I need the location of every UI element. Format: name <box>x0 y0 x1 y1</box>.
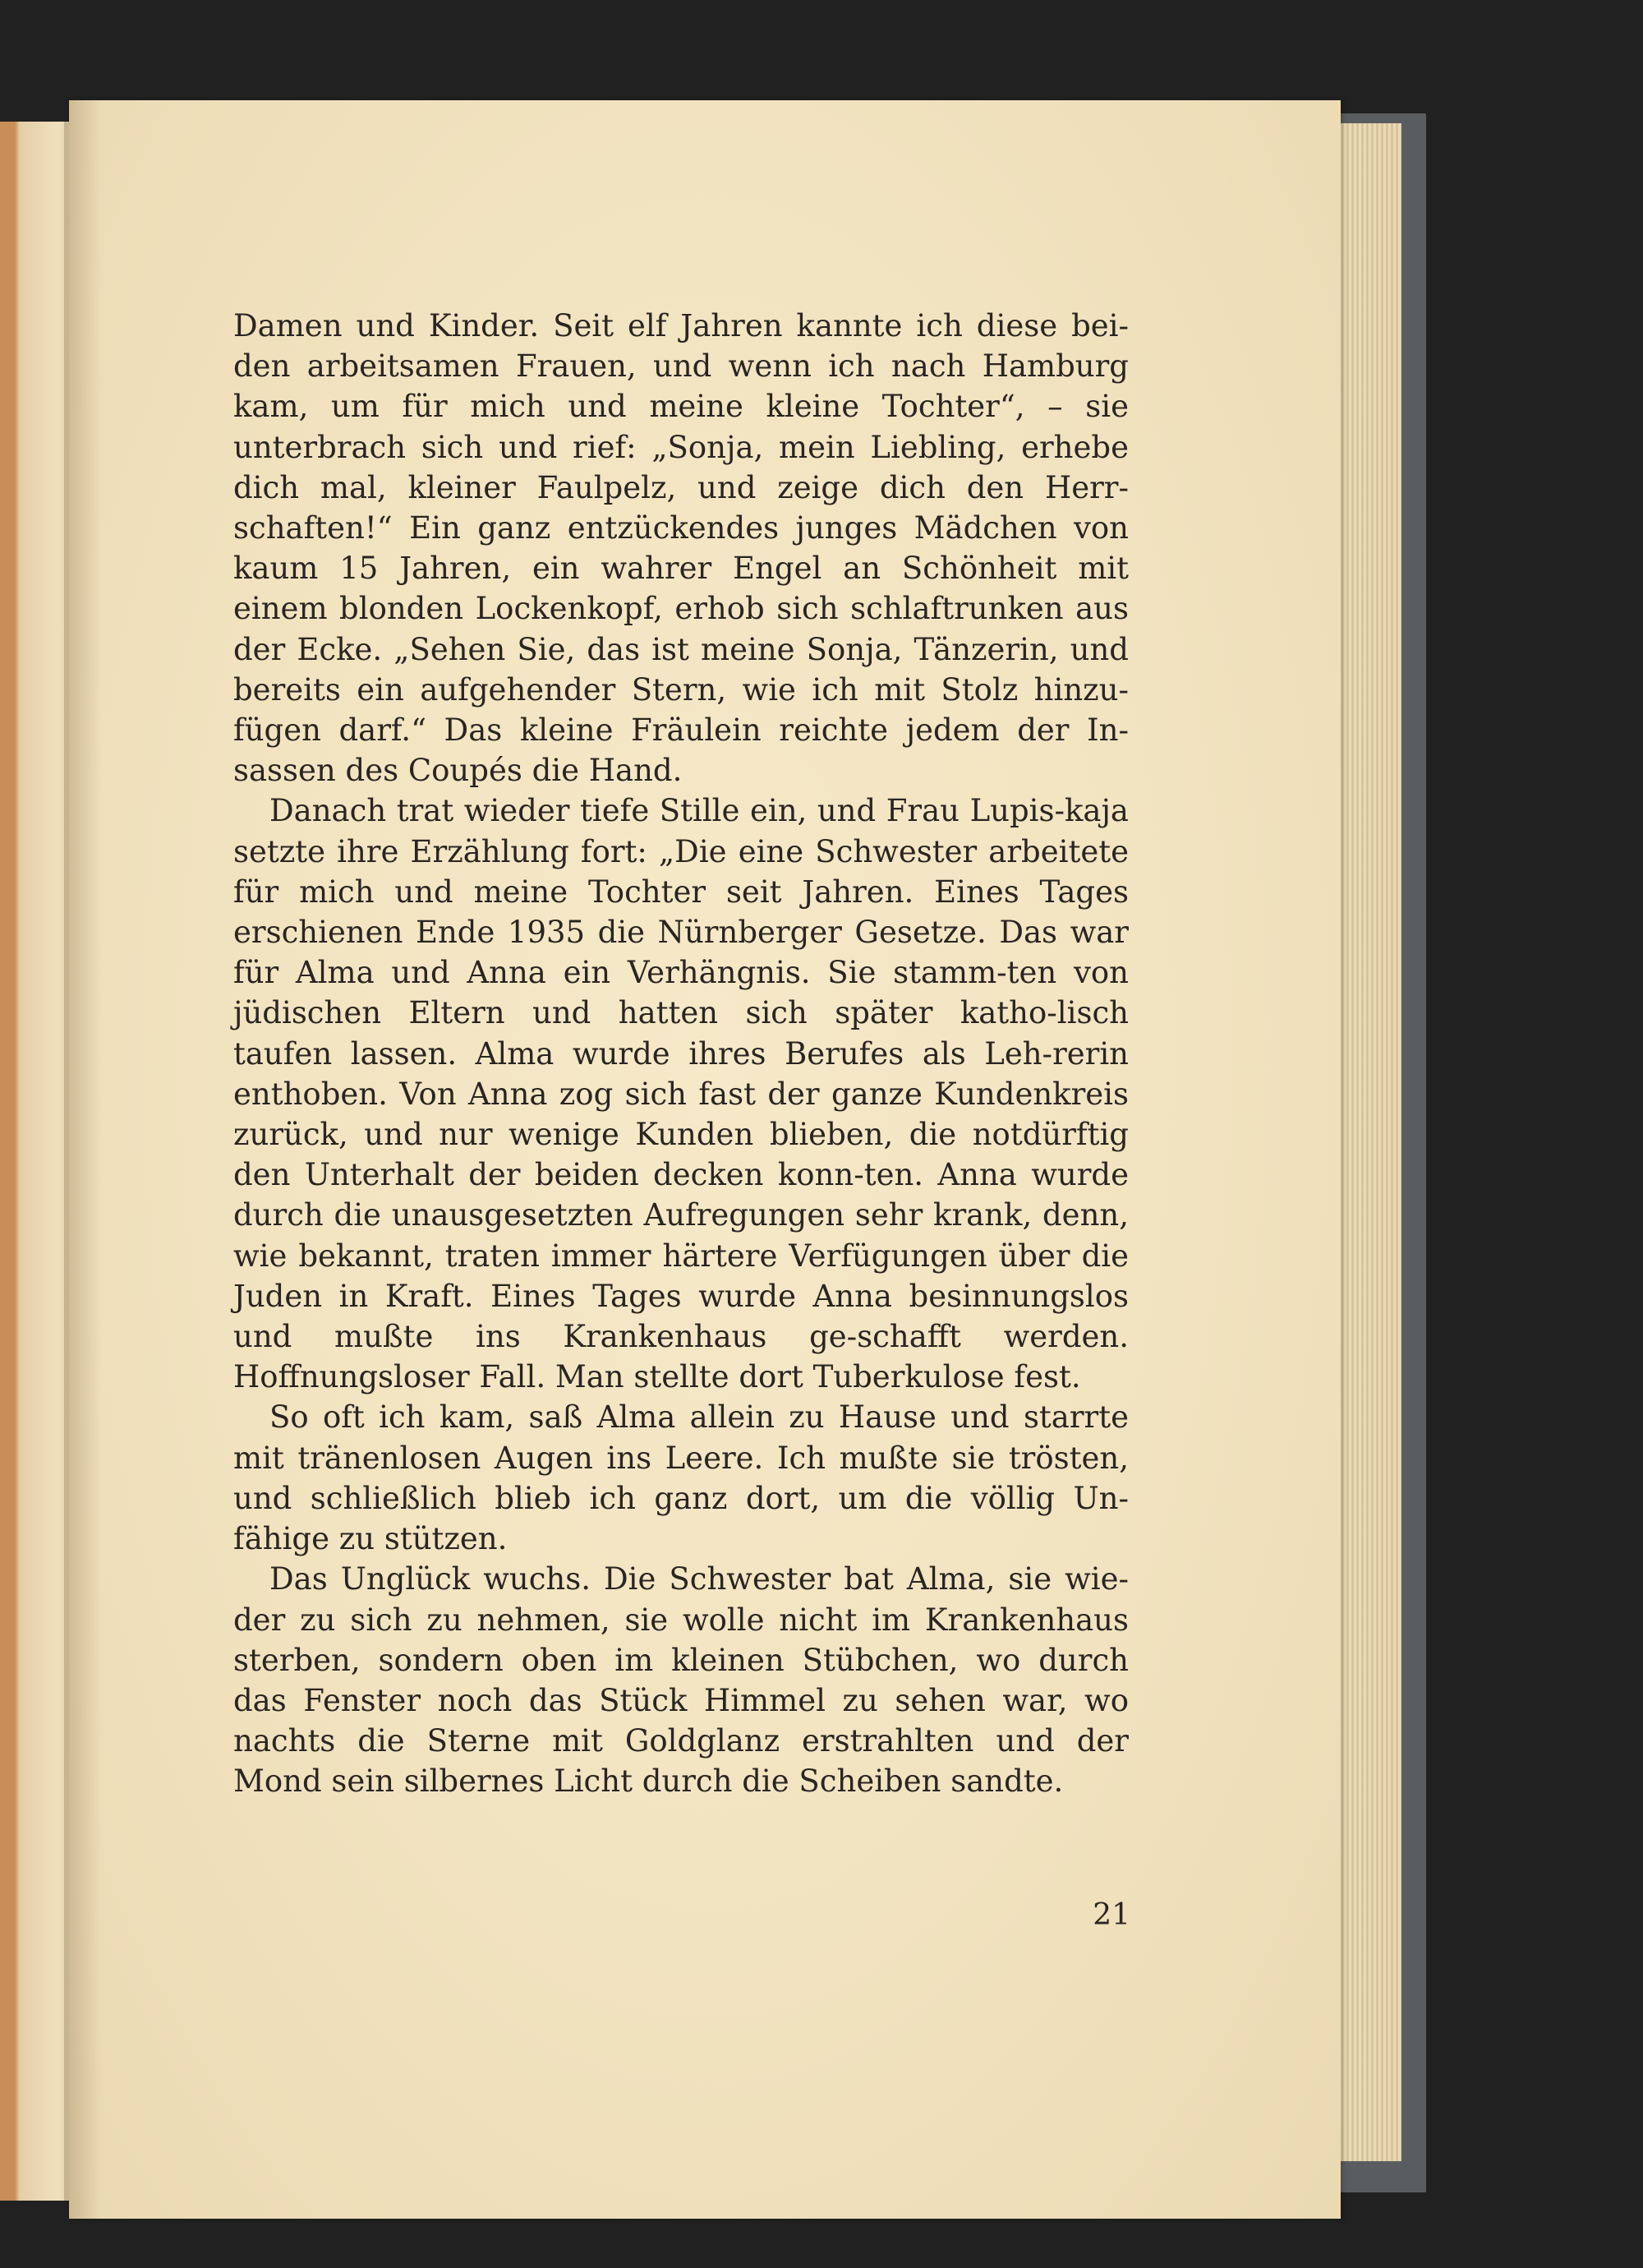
page-number: 21 <box>1093 1898 1130 1932</box>
page-gutter-shadow <box>69 100 102 2219</box>
paragraph-2: Danach trat wieder tiefe Stille ein, und Frau Lupis-kaja setzte ihre Erzählung fort: „Die eine Schwester arbeitete für mich und meine Tochter seit Jahren. Eines Tages erschienen Ende 1935 die Nürnberger Gesetze. Das war für Alma und Anna ein Verhängnis. Sie stamm-ten von jüdischen Eltern und hatten sich später katho-lisch taufen lassen. Alma wurde ihres Berufes als Leh-rerin enthoben. Von Anna zog sich fast der ganze Kundenkreis zurück, und nur wenige Kunden blieben, die notdürftig den Unterhalt der beiden decken konn-ten. Anna wurde durch die unausgesetzten Aufregungen sehr krank, denn, wie bekannt, traten immer härtere Verfügungen über die Juden in Kraft. Eines Tages wurde Anna besinnungslos und mußte ins Krankenhaus ge-schafft werden. Hoffnungsloser Fall. Man stellte dort Tuberkulose fest. <box>233 793 1129 1395</box>
paragraph-4: Das Unglück wuchs. Die Schwester bat Alma, sie wie-der zu sich zu nehmen, sie wolle nicht im Krankenhaus sterben, sondern oben im kleinen Stübchen, wo durch das Fenster noch das Stück Himmel zu sehen war, wo nachts die Sterne mit Goldglanz erstrahlten und der Mond sein silbernes Licht durch die Scheiben sandte. <box>233 1561 1129 1800</box>
left-page-edge <box>0 122 71 2201</box>
body-text <box>233 306 1129 1802</box>
paragraph-3: So oft ich kam, saß Alma allein zu Hause und starrte mit tränenlosen Augen ins Leere. Ich mußte sie trösten, und schließlich blieb ich ganz dort, um die völlig Un-fähige zu stützen. <box>233 1399 1129 1557</box>
paragraph-1: Damen und Kinder. Seit elf Jahren kannte ich diese bei-den arbeitsamen Frauen, und wenn ich nach Hamburg kam, um für mich und meine kleine Tochter“, – sie unterbrach sich und rief: „Sonja, mein Liebling, erhebe dich mal, kleiner Faulpelz, und zeige dich den Herr-schaften!“ Ein ganz entzückendes junges Mädchen von kaum 15 Jahren, ein wahrer Engel an Schönheit mit einem blonden Lockenkopf, erhob sich schlaftrunken aus der Ecke. „Sehen Sie, das ist meine Sonja, Tänzerin, und bereits ein aufgehender Stern, wie ich mit Stolz hinzu-fügen darf.“ Das kleine Fräulein reichte jedem der In-sassen des Coupés die Hand. <box>233 308 1129 789</box>
page-stack-edges <box>1332 123 1401 2161</box>
